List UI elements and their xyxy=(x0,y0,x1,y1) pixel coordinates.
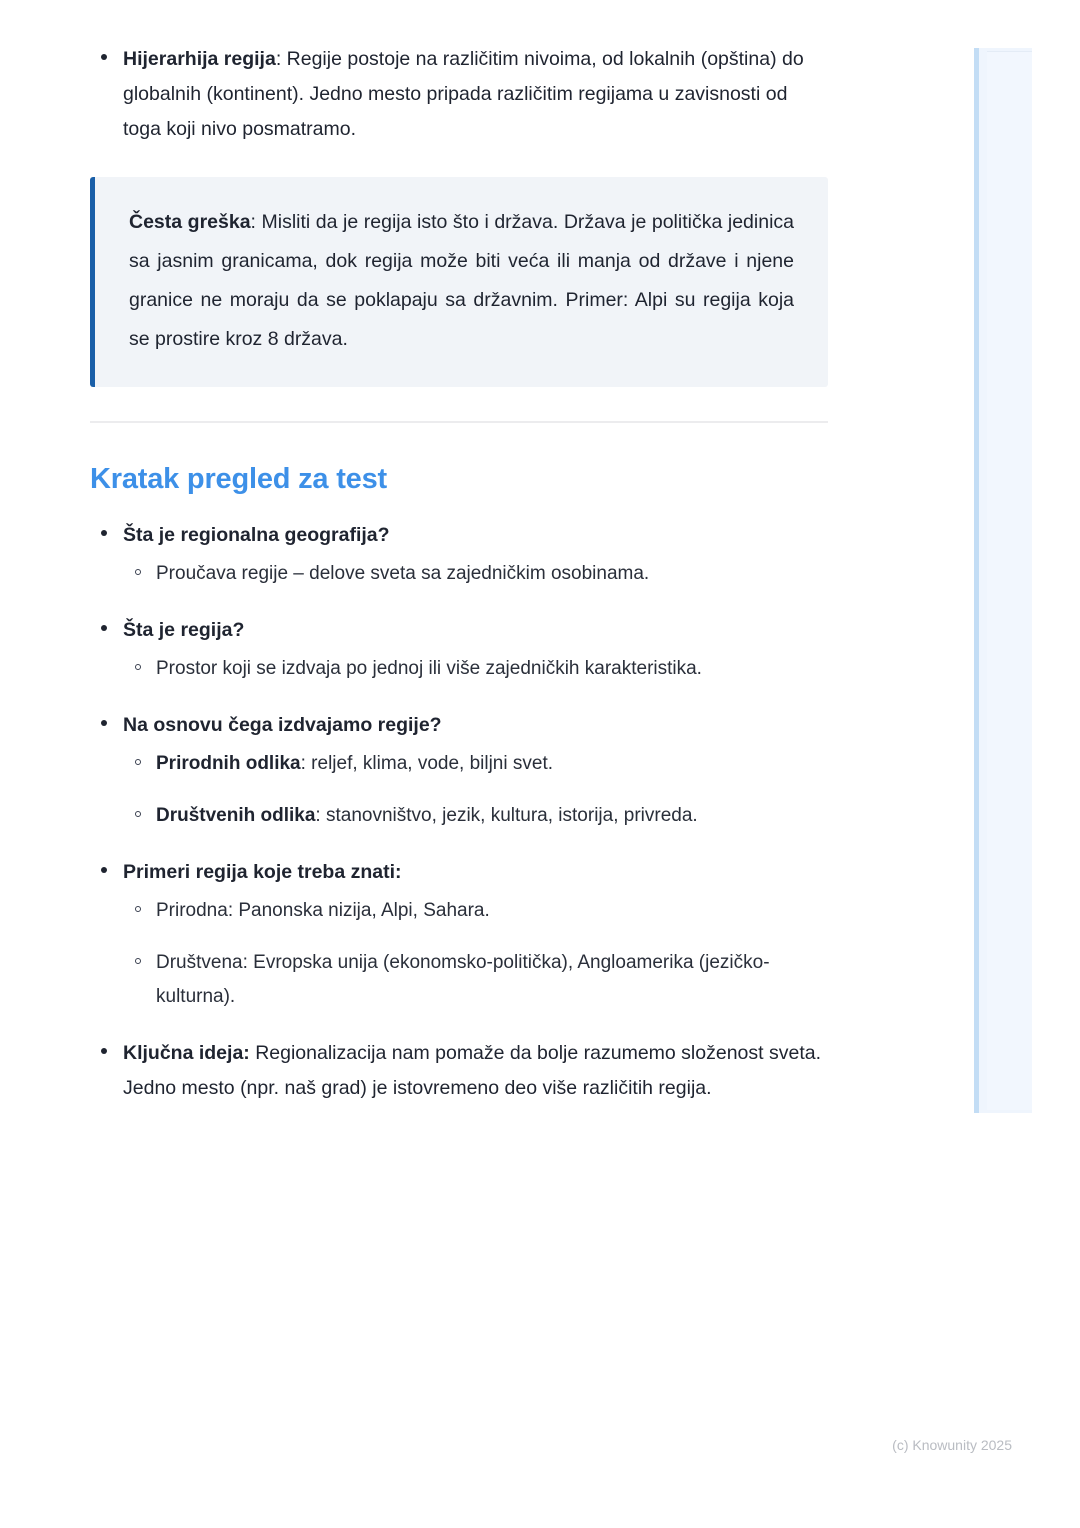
list-item-text xyxy=(123,518,828,553)
list-item xyxy=(123,652,828,686)
sub-item-text xyxy=(156,799,828,833)
bullet-disc-icon xyxy=(101,625,107,631)
list-item-rest: Regionalizacija nam pomaže da bolje razumemo složenost sveta. Jedno mesto (npr. naš grad) je istovremeno deo više različitih regija. xyxy=(123,1042,821,1099)
sub-item-rest: Prirodna: Panonska nizija, Alpi, Sahara. xyxy=(156,900,490,921)
right-side-panel-inner xyxy=(987,51,1032,1110)
section-divider xyxy=(90,421,828,423)
list-item xyxy=(123,747,828,781)
sub-item-rest: : stanovništvo, jezik, kultura, istorija, privreda. xyxy=(315,805,698,826)
sub-item-text xyxy=(156,946,828,1014)
bullet-circle-icon xyxy=(135,811,141,817)
list-item xyxy=(90,855,828,1014)
review-bullet-list xyxy=(90,518,828,1106)
sub-item-rest: : reljef, klima, vode, biljni svet. xyxy=(300,753,553,774)
list-item-lead: Hijerarhija regija xyxy=(123,48,276,70)
sub-item-text xyxy=(156,652,828,686)
callout-rest: : Misliti da je regija isto što i država. Država je politička jedinica sa jasnim granicama, dok regija može biti veća ili manja od države i njene granice ne moraju da se poklapaju sa državnim. Primer: Alpi su regija koja se prostire kroz 8 država. xyxy=(129,211,794,350)
list-item-rest: : Regije postoje na različitim nivoima, od lokalnih (opština) do globalnih (kontinent). Jedno mesto pripada različitim regijama u zavisnosti od toga koji nivo posmatramo. xyxy=(123,48,804,140)
bullet-circle-icon xyxy=(135,759,141,765)
bullet-circle-icon xyxy=(135,664,141,670)
list-item-lead: Šta je regija? xyxy=(123,619,245,641)
list-item xyxy=(90,613,828,686)
list-item xyxy=(90,42,828,147)
bullet-disc-icon xyxy=(101,54,107,60)
bullet-disc-icon xyxy=(101,530,107,536)
common-mistake-callout xyxy=(90,177,828,387)
sub-list xyxy=(123,894,828,1014)
page-footer: (c) Knowunity 2025 xyxy=(892,1437,1012,1453)
sub-item-rest: Društvena: Evropska unija (ekonomsko-politička), Angloamerika (jezičko-kulturna). xyxy=(156,952,770,1007)
sub-list xyxy=(123,652,828,686)
list-item xyxy=(123,946,828,1014)
sub-item-lead: Prirodnih odlika xyxy=(156,753,301,774)
sub-item-rest: Proučava regije – delove sveta sa zajedničkim osobinama. xyxy=(156,563,650,584)
list-item xyxy=(90,518,828,591)
sub-list xyxy=(123,557,828,591)
callout-lead: Česta greška xyxy=(129,211,251,233)
bullet-disc-icon xyxy=(101,720,107,726)
bullet-disc-icon xyxy=(101,1048,107,1054)
sub-item-rest: Prostor koji se izdvaja po jednoj ili više zajedničkih karakteristika. xyxy=(156,658,702,679)
intro-bullet-list xyxy=(90,42,828,147)
section-heading: Kratak pregled za test xyxy=(90,463,387,495)
list-item-text xyxy=(123,42,828,147)
sub-item-text xyxy=(156,557,828,591)
bullet-disc-icon xyxy=(101,867,107,873)
list-item xyxy=(123,557,828,591)
list-item-text xyxy=(123,708,828,743)
sub-item-text xyxy=(156,747,828,781)
document-page xyxy=(90,42,828,1106)
bullet-circle-icon xyxy=(135,569,141,575)
list-item xyxy=(90,1036,828,1106)
list-item xyxy=(123,894,828,928)
list-item-lead: Šta je regionalna geografija? xyxy=(123,524,390,546)
list-item-text xyxy=(123,613,828,648)
list-item xyxy=(123,799,828,833)
list-item-text xyxy=(123,1036,828,1106)
callout-text xyxy=(129,203,794,359)
list-item-lead: Na osnovu čega izdvajamo regije? xyxy=(123,714,442,736)
list-item-lead: Primeri regija koje treba znati: xyxy=(123,861,402,883)
list-item-lead: Ključna ideja: xyxy=(123,1042,250,1064)
list-item-text xyxy=(123,855,828,890)
sub-list xyxy=(123,747,828,833)
right-side-panel xyxy=(974,48,1032,1113)
sub-item-lead: Društvenih odlika xyxy=(156,805,316,826)
bullet-circle-icon xyxy=(135,906,141,912)
bullet-circle-icon xyxy=(135,958,141,964)
sub-item-text xyxy=(156,894,828,928)
list-item xyxy=(90,708,828,833)
